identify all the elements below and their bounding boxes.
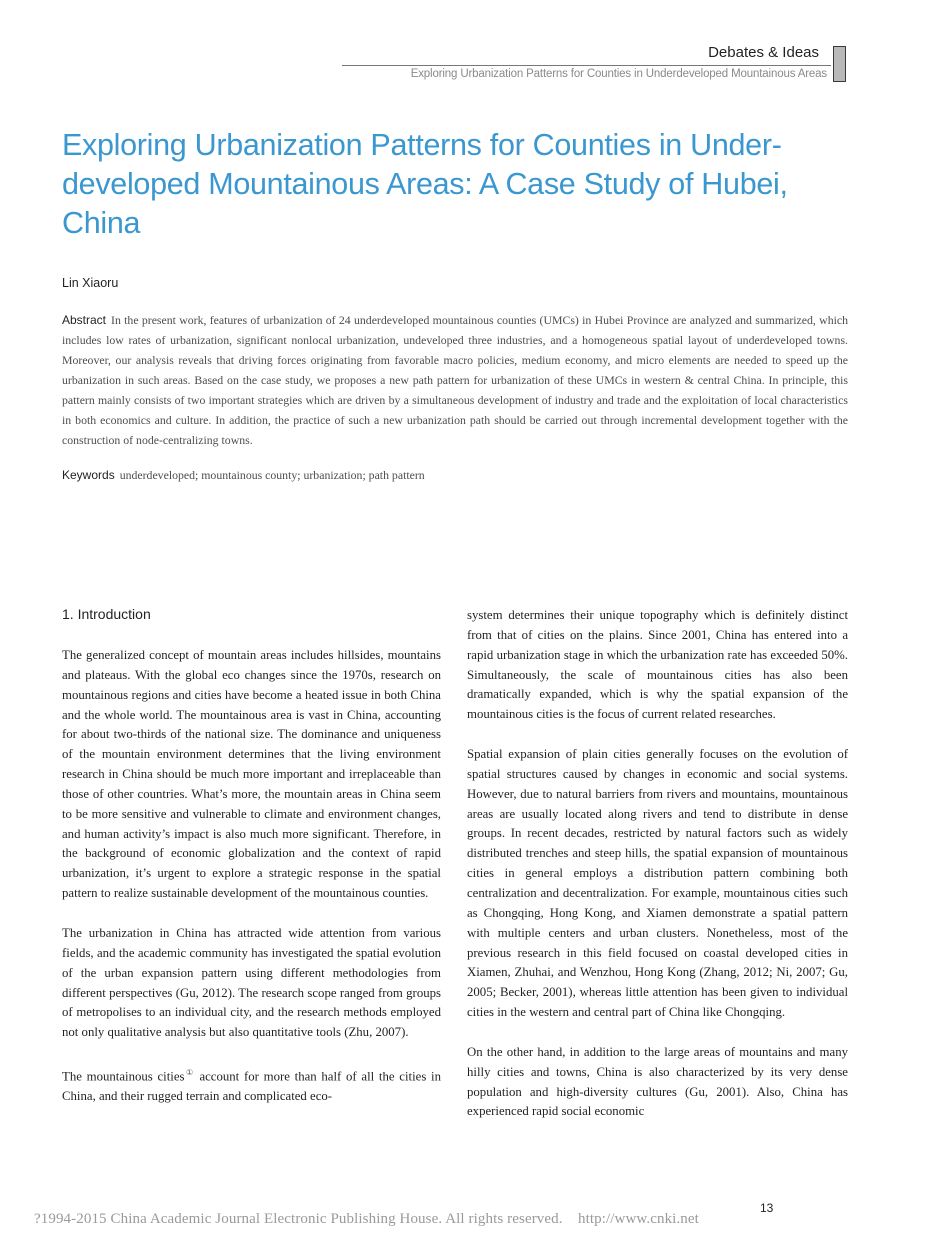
keywords-label: Keywords <box>62 468 115 482</box>
abstract-label: Abstract <box>62 313 107 327</box>
header-rule <box>342 65 831 66</box>
section-tab-marker <box>833 46 846 82</box>
abstract-text: In the present work, features of urbanization of 24 underdeveloped mountainous counties (UMCs) in Hubei Province are analyzed and summarized, which includes low rates of urbanization, significant nonlocal urbanization, undeveloped three industries, and a homogeneous spatial layout of underdeveloped towns. Moreover, our analysis reveals that driving forces originating from favorable macro policies, medium economy, and micro elements are needed to speed up the urbanization in such areas. Based on the case study, we proposes a new path pattern for urbanization of these UMCs in western & central China. In principle, this pattern mainly consists of two important strategies which are driven by a simultaneous development of industry and trade and the exploitation of local characteristics in both economics and culture. In addition, the practice of such a new urbanization path should be carried out through incremental development together with the construction of node-centralizing towns. <box>62 313 848 447</box>
running-title: Exploring Urbanization Patterns for Counties in Underdeveloped Mountainous Areas <box>410 68 827 80</box>
footnote-marker[interactable]: ① <box>184 1068 195 1078</box>
article-title: Exploring Urbanization Patterns for Counties in Under-developed Mountainous Areas: A Case Study of Hubei, China <box>62 128 788 240</box>
paragraph: On the other hand, in addition to the large areas of mountains and many hilly cities and towns, China is also characterized by its very dense population and high-diversity cultures (Gu, 2001). Also, China has experienced rapid social economic <box>467 1044 848 1119</box>
body-column-right <box>467 606 848 1142</box>
body-column-left <box>62 604 441 1127</box>
paragraph <box>62 1063 441 1107</box>
paragraph: The urbanization in China has attracted wide attention from various fields, and the academic community has investigated the spatial evolution of the urban expansion pattern using different methodologies from different perspectives (Gu, 2012). The research scope ranged from groups of metropolises to an individual city, and the research methods employed not only qualitative analysis but also quantitative tools (Zhu, 2007). <box>62 925 441 1040</box>
paragraph-text: The mountainous cities <box>62 1069 185 1084</box>
section-heading-introduction: 1. Introduction <box>62 606 151 622</box>
paragraph: Spatial expansion of plain cities generally focuses on the evolution of spatial structures caused by changes in economic and social systems. However, due to natural barriers from rivers and mountains, mountainous areas are usually located along rivers and tend to distribute in dense groups. In recent decades, restricted by natural factors such as widely distributed trenches and steep hills, the spatial expansion of mountainous cities in general employs a distribution pattern combining both centralization and decentralization. For example, mountainous cities such as Chongqing, Hong Kong, and Xiamen demonstrate a spatial pattern with multiple centers and urban clusters. Nonetheless, most of the previous research in this field focused on coastal developed cities in Xiamen, Zhuhai, and Wenzhou, Hong Kong (Zhang, 2012; Ni, 2007; Gu, 2005; Becker, 2001), whereas little attention has been given to individual cities in the western and central part of China like Chongqing. <box>467 747 848 1020</box>
copyright-notice: ?1994-2015 China Academic Journal Electronic Publishing House. All rights reserved. http://www.cnki.net <box>34 1211 699 1227</box>
keywords-text: underdeveloped; mountainous county; urbanization; path pattern <box>119 468 425 482</box>
paragraph-text: account for more than half of all the cities in China, and their rugged terrain and complicated eco- <box>62 1069 441 1104</box>
journal-section-label: Debates & Ideas <box>708 44 819 61</box>
author-name: Lin Xiaoru <box>62 276 119 290</box>
keywords <box>62 468 425 483</box>
page-number: 13 <box>760 1201 774 1215</box>
abstract <box>62 310 848 450</box>
paragraph: system determines their unique topography which is definitely distinct from that of cities on the plains. Since 2001, China has entered into a rapid urbanization stage in which the urbanization rate has exceeded 50%. Simultaneously, the scale of mountainous cities has also been dramatically expanded, which is why the spatial expansion of the mountainous cities is the focus of current related researches. <box>467 608 848 722</box>
paragraph: The generalized concept of mountain areas includes hillsides, mountains and plateaus. With the global eco changes since the 1970s, research on mountainous regions and cities have become a heated issue in both China and the whole world. The mountainous area is vast in China, accounting for about two-thirds of the national size. The dominance and uniqueness of the mountain environment determines that the living environment research in China should be much more important and irreplaceable than those of other countries. What’s more, the mountain areas in China seem to be more sensitive and vulnerable to climate and environment changes, and human activity’s impact is also much more significant. Therefore, in the background of economic globalization and the context of rapid urbanization, it’s urgent to explore a strategic response in the spatial pattern to realize sustainable development of the mountainous counties. <box>62 648 441 901</box>
